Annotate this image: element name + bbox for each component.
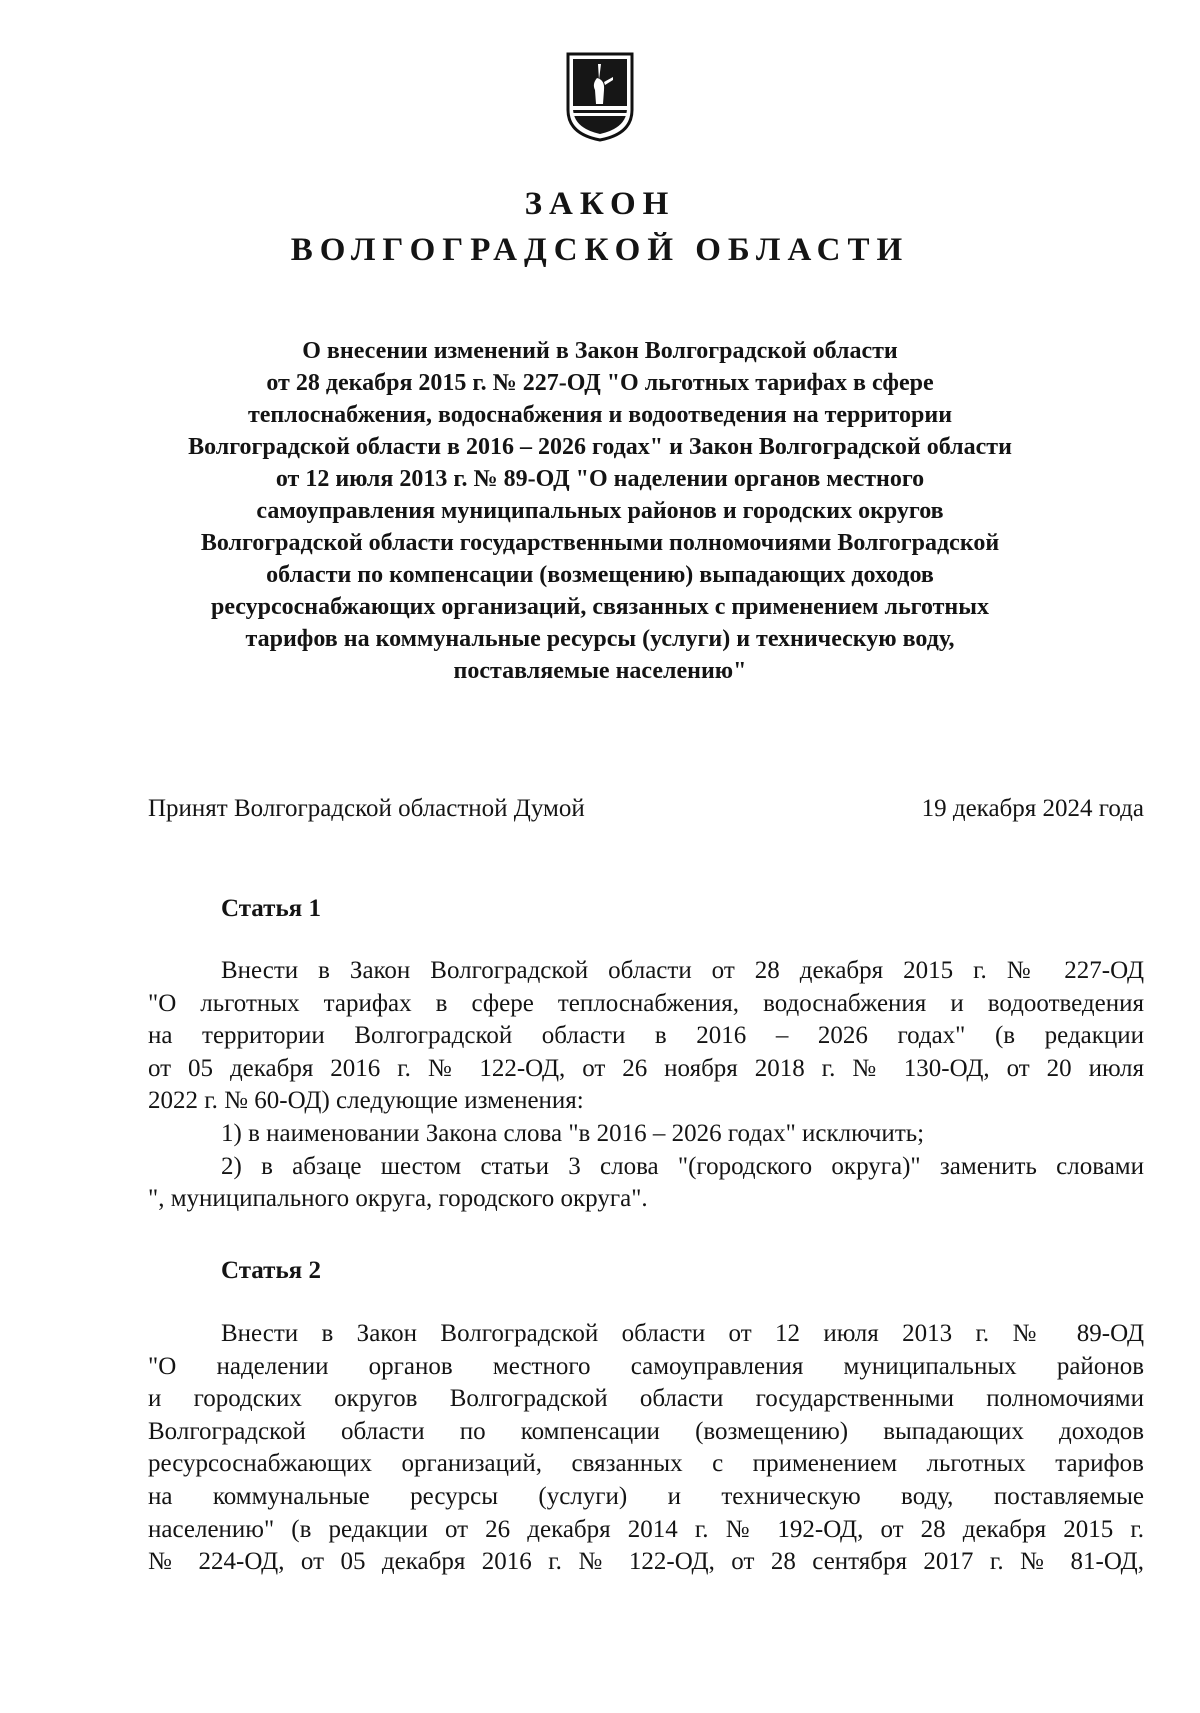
document-type: ЗАКОН bbox=[524, 186, 676, 222]
title-line: О внесении изменений в Закон Волгоградской области bbox=[302, 338, 898, 364]
text-line: 1) в наименовании Закона слова "в 2016 – 2026 годах" исключить; bbox=[221, 1119, 925, 1147]
text-line: на территории Волгоградской области в 2016 – 2026 годах" (в редакции bbox=[148, 1022, 1144, 1050]
text-line: на коммунальные ресурсы (услуги) и техническую воду, поставляемые bbox=[148, 1482, 1144, 1510]
title-line: ресурсоснабжающих организаций, связанных с применением льготных bbox=[211, 594, 989, 620]
adoption-statement: Принят Волгоградской областной Думой bbox=[148, 795, 585, 822]
text-line: населению" (в редакции от 26 декабря 2014 г. № 192-ОД, от 28 декабря 2015 г. bbox=[148, 1515, 1144, 1543]
coat-of-arms-icon bbox=[565, 50, 635, 142]
text-line: 2) в абзаце шестом статьи 3 слова "(городского округа)" заменить словами bbox=[221, 1152, 1144, 1180]
text-line: Волгоградской области по компенсации (возмещению) выпадающих доходов bbox=[148, 1417, 1144, 1445]
text-line: ", муниципального округа, городского округа". bbox=[148, 1185, 648, 1213]
law-title bbox=[120, 335, 1080, 687]
title-line: от 28 декабря 2015 г. № 227-ОД "О льготных тарифах в сфере bbox=[266, 370, 934, 396]
title-line: теплоснабжения, водоснабжения и водоотведения на территории bbox=[247, 402, 953, 428]
title-line: тарифов на коммунальные ресурсы (услуги) и техническую воду, bbox=[245, 626, 955, 652]
text-line: 2022 г. № 60-ОД) следующие изменения: bbox=[148, 1087, 584, 1115]
text-line: и городских округов Волгоградской области государственными полномочиями bbox=[148, 1385, 1144, 1413]
title-line: области по компенсации (возмещению) выпадающих доходов bbox=[266, 562, 934, 588]
text-line: Внести в Закон Волгоградской области от 28 декабря 2015 г. № 227-ОД bbox=[221, 957, 1144, 984]
article-1-text bbox=[148, 955, 1144, 1216]
title-line: Волгоградской области в 2016 – 2026 годах" и Закон Волгоградской области bbox=[188, 434, 1012, 460]
title-line: Волгоградской области государственными полномочиями Волгоградской bbox=[200, 530, 1000, 556]
article-1-heading: Статья 1 bbox=[221, 895, 321, 922]
article-2-heading: Статья 2 bbox=[221, 1257, 321, 1284]
title-line: от 12 июля 2013 г. № 89-ОД "О наделении органов местного bbox=[275, 466, 925, 492]
text-line: Внести в Закон Волгоградской области от 12 июля 2013 г. № 89-ОД bbox=[221, 1320, 1144, 1347]
text-line: ресурсоснабжающих организаций, связанных с применением льготных тарифов bbox=[148, 1450, 1144, 1478]
title-line: самоуправления муниципальных районов и городских округов bbox=[256, 498, 944, 524]
article-2-text bbox=[148, 1318, 1144, 1579]
title-line: поставляемые населению" bbox=[453, 658, 747, 684]
region-name: ВОЛГОГРАДСКОЙ ОБЛАСТИ bbox=[290, 232, 910, 268]
text-line: № 224-ОД, от 05 декабря 2016 г. № 122-ОД, от 28 сентября 2017 г. № 81-ОД, bbox=[148, 1548, 1144, 1576]
text-line: от 05 декабря 2016 г. № 122-ОД, от 26 ноября 2018 г. № 130-ОД, от 20 июля bbox=[148, 1054, 1144, 1082]
text-line: "О льготных тарифах в сфере теплоснабжения, водоснабжения и водоотведения bbox=[148, 989, 1144, 1017]
adoption-date: 19 декабря 2024 года bbox=[921, 795, 1144, 822]
text-line: "О наделении органов местного самоуправления муниципальных районов bbox=[148, 1352, 1144, 1380]
